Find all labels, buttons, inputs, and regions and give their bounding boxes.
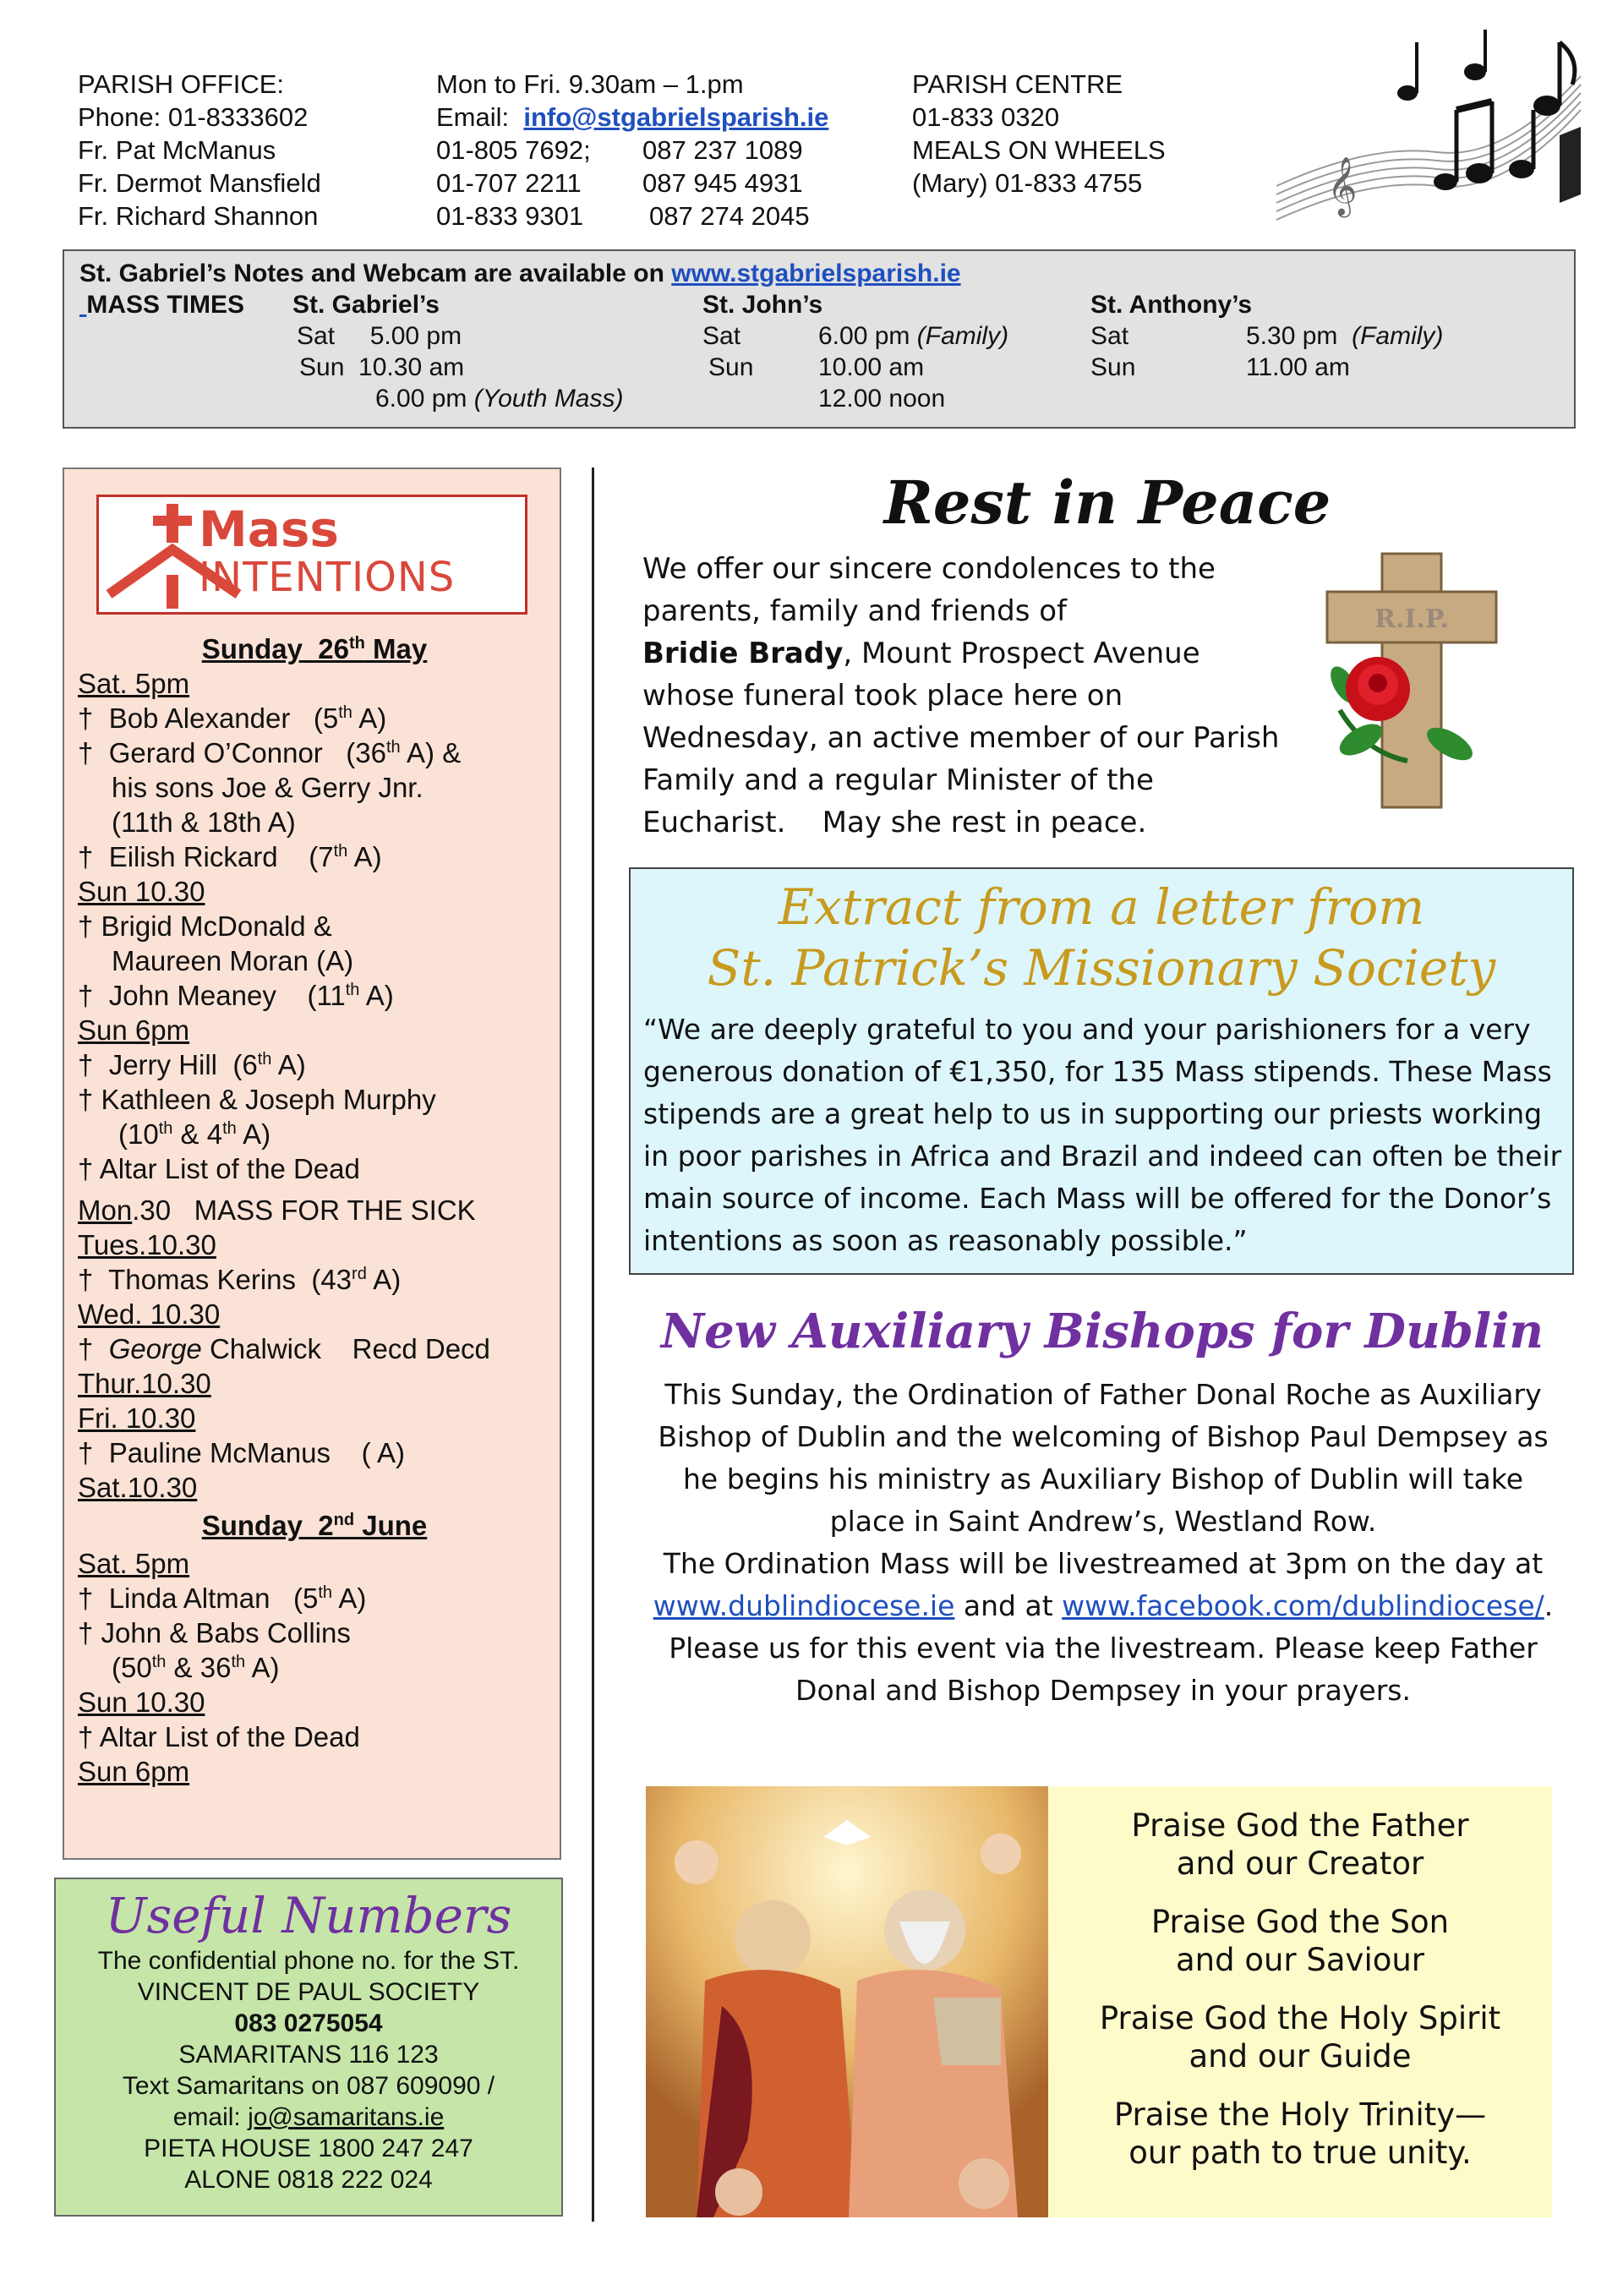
column-divider — [592, 467, 594, 2222]
priest-phone-2: 01-707 2211 — [436, 168, 582, 198]
rest-in-peace-text: We offer our sincere condolences to the parents, family and friends of Bridie Brady, Mount Prospect Avenue whose funeral took place here on Wednesday, an active member of our Parish Family and a regular Minister of the Eucharist. May she rest in peace. — [642, 552, 1280, 839]
gabriel-sun: Sun 10.30 am — [299, 353, 465, 381]
list-item: † Jerry Hill (6th A) — [78, 1049, 306, 1080]
list-item: † Linda Altman (5th A) — [78, 1583, 367, 1614]
bishops-title: New Auxiliary Bishops for Dublin — [660, 1304, 1544, 1359]
list-item: † Bob Alexander (5th A) — [78, 702, 387, 734]
header-office-label: PARISH OFFICE: — [78, 69, 285, 99]
notes-text: St. Gabriel’s Notes and Webcam are available on — [79, 260, 664, 287]
trinity-panel — [646, 1786, 1552, 2217]
gabriel-heading: St. Gabriel’s — [292, 291, 440, 319]
useful-line: VINCENT DE PAUL SOCIETY — [137, 1978, 480, 2006]
logo-intentions-text: INTENTIONS — [199, 554, 456, 601]
mass-times-box — [63, 249, 1576, 429]
praise-trinity: Praise the Holy Trinity— our path to true unity. — [1113, 2096, 1487, 2171]
office-hours: Mon to Fri. 9.30am – 1.pm — [436, 69, 744, 99]
john-sat-day: Sat — [702, 322, 741, 350]
list-item: † Eilish Rickard (7th A) — [78, 841, 382, 872]
header-phone: Phone: 01-8333602 — [78, 102, 309, 132]
parish-centre — [912, 68, 1166, 200]
extract-letter-box — [629, 867, 1574, 1275]
email-link[interactable]: info@stgabrielsparish.ie — [523, 102, 829, 132]
list-item: Sat. 5pm — [78, 1548, 190, 1579]
extract-body: “We are deeply grateful to you and your parishioners for a very generous donation of €1,350, for 135 Mass stipends. These Mass stipends are a great help to us in supporting our priests working in poor parishes in Africa and Brazil and indeed can often be their main source of income. Each Mass will be offered for the Donor’s intentions as soon as reasonably possible.” — [643, 1013, 1562, 1257]
list-item: (11th & 18th A) — [112, 806, 296, 838]
intentions-list — [78, 631, 551, 1789]
list-item: † John & Babs Collins — [78, 1617, 351, 1648]
logo-mass-text: Mass — [199, 500, 339, 558]
list-item: (10th & 4th A) — [118, 1118, 271, 1150]
header-priest-1: Fr. Pat McManus — [78, 135, 276, 165]
list-item: Sun 10.30 — [78, 1686, 205, 1718]
mass-intentions-logo — [96, 495, 527, 615]
useful-line: The confidential phone no. for the ST. — [97, 1947, 520, 1975]
list-item: † Brigid McDonald & — [78, 910, 332, 942]
john-sun-noon: 12.00 noon — [818, 385, 946, 413]
extract-title-2: St. Patrick’s Missionary Society — [707, 939, 1496, 997]
parish-office-names — [78, 68, 321, 232]
useful-line: Text Samaritans on 087 609090 / — [122, 2072, 495, 2100]
list-item: Sun 10.30 — [78, 876, 205, 907]
list-item: † Pauline McManus ( A) — [78, 1437, 405, 1468]
bishops-text: This Sunday, the Ordination of Father Donal Roche as Auxiliary Bishop of Dublin and the welcoming of Bishop Paul Dempsey as he begins his ministry as Auxiliary Bishop of Dublin will take place in Saint Andrew’s, Westland Row. The Ordination Mass will be livestreamed at 3pm on the day at www.dublindiocese.ie and at www.facebook.com/dublindiocese/. Please us for this event via the livestream. Please keep Father Donal and Bishop Dempsey in your prayers. — [653, 1378, 1554, 1707]
meals-label: MEALS ON WHEELS — [912, 135, 1166, 165]
john-sun-time: 10.00 am — [818, 353, 925, 381]
anthony-sat-day: Sat — [1090, 322, 1129, 350]
rest-in-peace-title: Rest in Peace — [883, 467, 1331, 538]
rip-cross-rose-icon — [1314, 549, 1509, 812]
priest-phone-3: 01-833 9301 — [436, 201, 584, 231]
list-item: Fri. 10.30 — [78, 1402, 196, 1434]
list-item: Maureen Moran (A) — [112, 945, 354, 976]
list-item: Sun 6pm — [78, 1756, 190, 1787]
anthony-heading: St. Anthony’s — [1090, 291, 1253, 319]
header-priest-3: Fr. Richard Shannon — [78, 201, 319, 231]
email-row — [436, 101, 828, 134]
list-item: Sat. 5pm — [78, 668, 190, 699]
list-item: Mon.30 MASS FOR THE SICK — [78, 1194, 476, 1226]
header-priest-2: Fr. Dermot Mansfield — [78, 168, 321, 198]
gabriel-youth: 6.00 pm (Youth Mass) — [375, 385, 624, 413]
priest-mobile-1: 087 237 1089 — [642, 135, 803, 165]
useful-line: SAMARITANS 116 123 — [178, 2041, 439, 2069]
list-item: Tues.10.30 — [78, 1229, 216, 1260]
website-link[interactable]: www.stgabrielsparish.ie — [671, 260, 961, 287]
sunday-heading-2: Sunday 2nd June — [201, 1510, 428, 1541]
praise-spirit: Praise God the Holy Spirit and our Guide — [1099, 2000, 1501, 2075]
john-heading: St. John’s — [702, 291, 823, 319]
svp-phone: 083 0275054 — [234, 2009, 383, 2037]
svg-text:𝄞: 𝄞 — [1327, 157, 1358, 214]
list-item: † Gerard O’Connor (36th A) & — [78, 737, 462, 768]
praise-son: Praise God the Son and our Saviour — [1150, 1904, 1450, 1978]
dublin-diocese-link[interactable]: www.dublindiocese.ie — [653, 1589, 955, 1622]
mass-times-label: MASS TIMES — [86, 291, 245, 319]
anthony-sat-time: 5.30 pm (Family) — [1246, 322, 1444, 350]
holy-trinity-painting-image — [646, 1786, 1048, 2217]
facebook-link[interactable]: www.facebook.com/dublindiocese/ — [1062, 1589, 1544, 1622]
centre-label: PARISH CENTRE — [912, 69, 1123, 99]
priest-mobiles — [642, 134, 810, 232]
music-notes-icon — [1268, 25, 1589, 237]
useful-line: ALONE 0818 222 024 — [184, 2166, 433, 2194]
svg-text:R.I.P.: R.I.P. — [1374, 604, 1449, 634]
list-item: Thur.10.30 — [78, 1368, 211, 1399]
priest-mobile-3: 087 274 2045 — [649, 201, 810, 231]
list-item: (50th & 36th A) — [112, 1652, 280, 1683]
gabriel-sat: Sat 5.00 pm — [297, 322, 462, 350]
email-label: Email: — [436, 102, 510, 132]
useful-numbers-title: Useful Numbers — [105, 1887, 512, 1944]
list-item: † George Chalwick Recd Decd — [78, 1333, 490, 1364]
list-item: † Thomas Kerins (43rd A) — [78, 1264, 402, 1295]
anthony-sun-day: Sun — [1090, 353, 1136, 381]
list-item: Sun 6pm — [78, 1014, 190, 1046]
extract-title-1: Extract from a letter from — [778, 878, 1425, 936]
list-item: Sat.10.30 — [78, 1472, 198, 1503]
list-item: † John Meaney (11th A) — [78, 980, 394, 1011]
sunday-heading-1: Sunday 26th May — [201, 633, 428, 664]
useful-numbers-box — [54, 1878, 563, 2217]
meals-phone: (Mary) 01-833 4755 — [912, 168, 1143, 198]
list-item: † Altar List of the Dead — [78, 1153, 360, 1184]
list-item: Wed. 10.30 — [78, 1298, 221, 1330]
praise-text-box — [1048, 1786, 1552, 2217]
useful-line: email: jo@samaritans.ie — [172, 2103, 445, 2131]
notes-row — [79, 258, 961, 289]
priest-phone-1: 01-805 7692; — [436, 135, 591, 165]
useful-line: PIETA HOUSE 1800 247 247 — [144, 2135, 473, 2162]
mass-intentions-panel — [63, 467, 561, 1860]
praise-father: Praise God the Father and our Creator — [1131, 1807, 1469, 1882]
john-sat-time: 6.00 pm (Family) — [818, 322, 1009, 350]
samaritans-email-link[interactable]: jo@samaritans.ie — [248, 2103, 445, 2131]
anthony-sun-time: 11.00 am — [1246, 353, 1350, 381]
centre-phone: 01-833 0320 — [912, 102, 1060, 132]
priest-mobile-2: 087 945 4931 — [642, 168, 803, 198]
list-item: his sons Joe & Gerry Jnr. — [112, 772, 424, 803]
list-item: † Altar List of the Dead — [78, 1721, 360, 1752]
john-sun-day: Sun — [708, 353, 754, 381]
list-item: † Kathleen & Joseph Murphy — [78, 1084, 436, 1115]
